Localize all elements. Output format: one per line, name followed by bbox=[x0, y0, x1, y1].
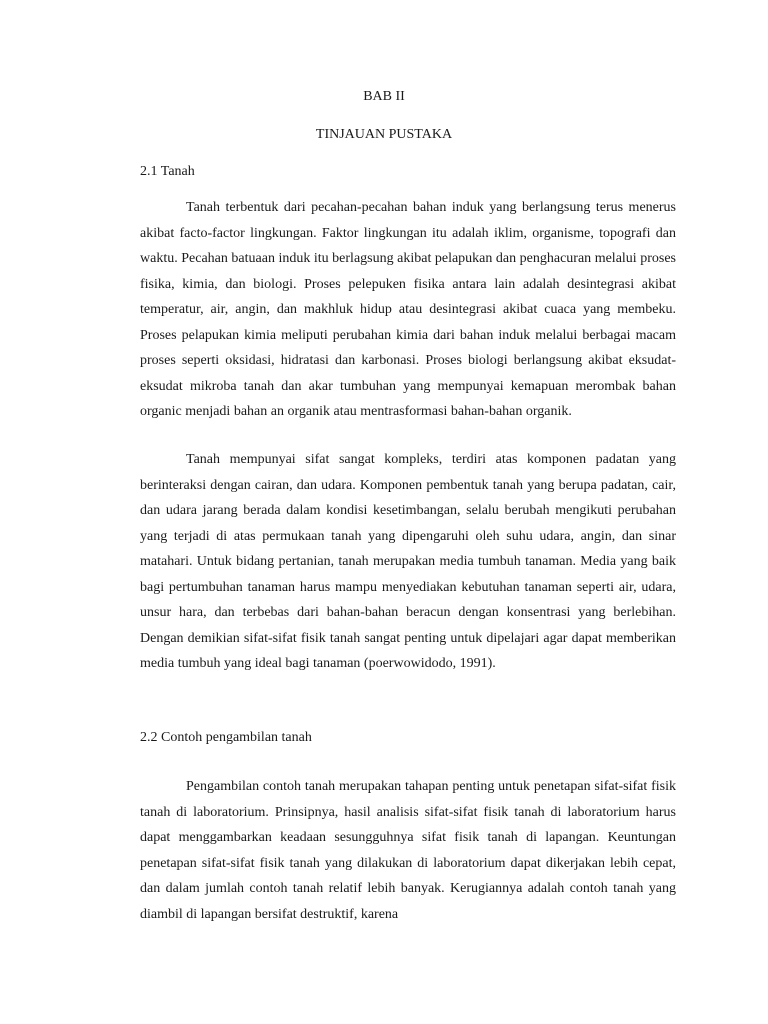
paragraph-tanah-1: Tanah terbentuk dari pecahan-pecahan bahan induk yang berlangsung terus menerus akibat facto-factor lingkungan. Faktor lingkungan itu adalah iklim, organisme, topografi dan waktu. Pecahan batuaan induk itu berlagsung akibat pelapukan dan penghacuran melalui proses fisika, kimia, dan biologi. Proses pelepuken fisika antara lain adalah desintegrasi akibat temperatur, air, angin, dan makhluk hidup atau desintegrasi akibat cuaca yang membeku. Proses pelapukan kimia meliputi perubahan kimia dari bahan induk melalui berbagai macam proses seperti oksidasi, hidratasi dan karbonasi. Proses biologi berlangsung akibat eksudat-eksudat mikroba tanah dan akar tumbuhan yang mempunyai kemapuan merombak bahan organic menjadi bahan an organik atau mentrasformasi bahan-bahan organik. bbox=[140, 200, 676, 419]
section-heading-tanah: 2.1 Tanah bbox=[140, 164, 195, 179]
paragraph-tanah-2: Tanah mempunyai sifat sangat kompleks, terdiri atas komponen padatan yang berinteraksi dengan cairan, dan udara. Komponen pembentuk tanah yang berupa padatan, cair, dan udara jarang berada dalam kondisi kesetimbangan, selalu berubah mengikuti perubahan yang terjadi di atas permukaan tanah yang dipengaruhi oleh suhu udara, angin, dan sinar matahari. Untuk bidang pertanian, tanah merupakan media tumbuh tanaman. Media yang baik bagi pertumbuhan tanaman harus mampu menyediakan kebutuhan tanaman seperti air, udara, unsur hara, dan terbebas dari bahan-bahan beracun dengan konsentrasi yang berlebihan. Dengan demikian sifat-sifat fisik tanah sangat penting untuk dipelajari agar dapat memberikan media tumbuh yang ideal bagi tanaman (poerwowidodo, 1991). bbox=[140, 452, 676, 671]
section-heading-contoh: 2.2 Contoh pengambilan tanah bbox=[140, 730, 312, 745]
chapter-label: BAB II bbox=[363, 89, 405, 104]
paragraph-contoh-1: Pengambilan contoh tanah merupakan tahapan penting untuk penetapan sifat-sifat fisik tanah di laboratorium. Prinsipnya, hasil analisis sifat-sifat fisik tanah di laboratorium harus dapat menggambarkan keadaan sesungguhnya sifat fisik tanah di lapangan. Keuntungan penetapan sifat-sifat fisik tanah yang dilakukan di laboratorium dapat dikerjakan lebih cepat, dan dalam jumlah contoh tanah relatif lebih banyak. Kerugiannya adalah contoh tanah yang diambil di lapangan bersifat destruktif, karena bbox=[140, 779, 676, 922]
chapter-title: TINJAUAN PUSTAKA bbox=[315, 127, 453, 142]
